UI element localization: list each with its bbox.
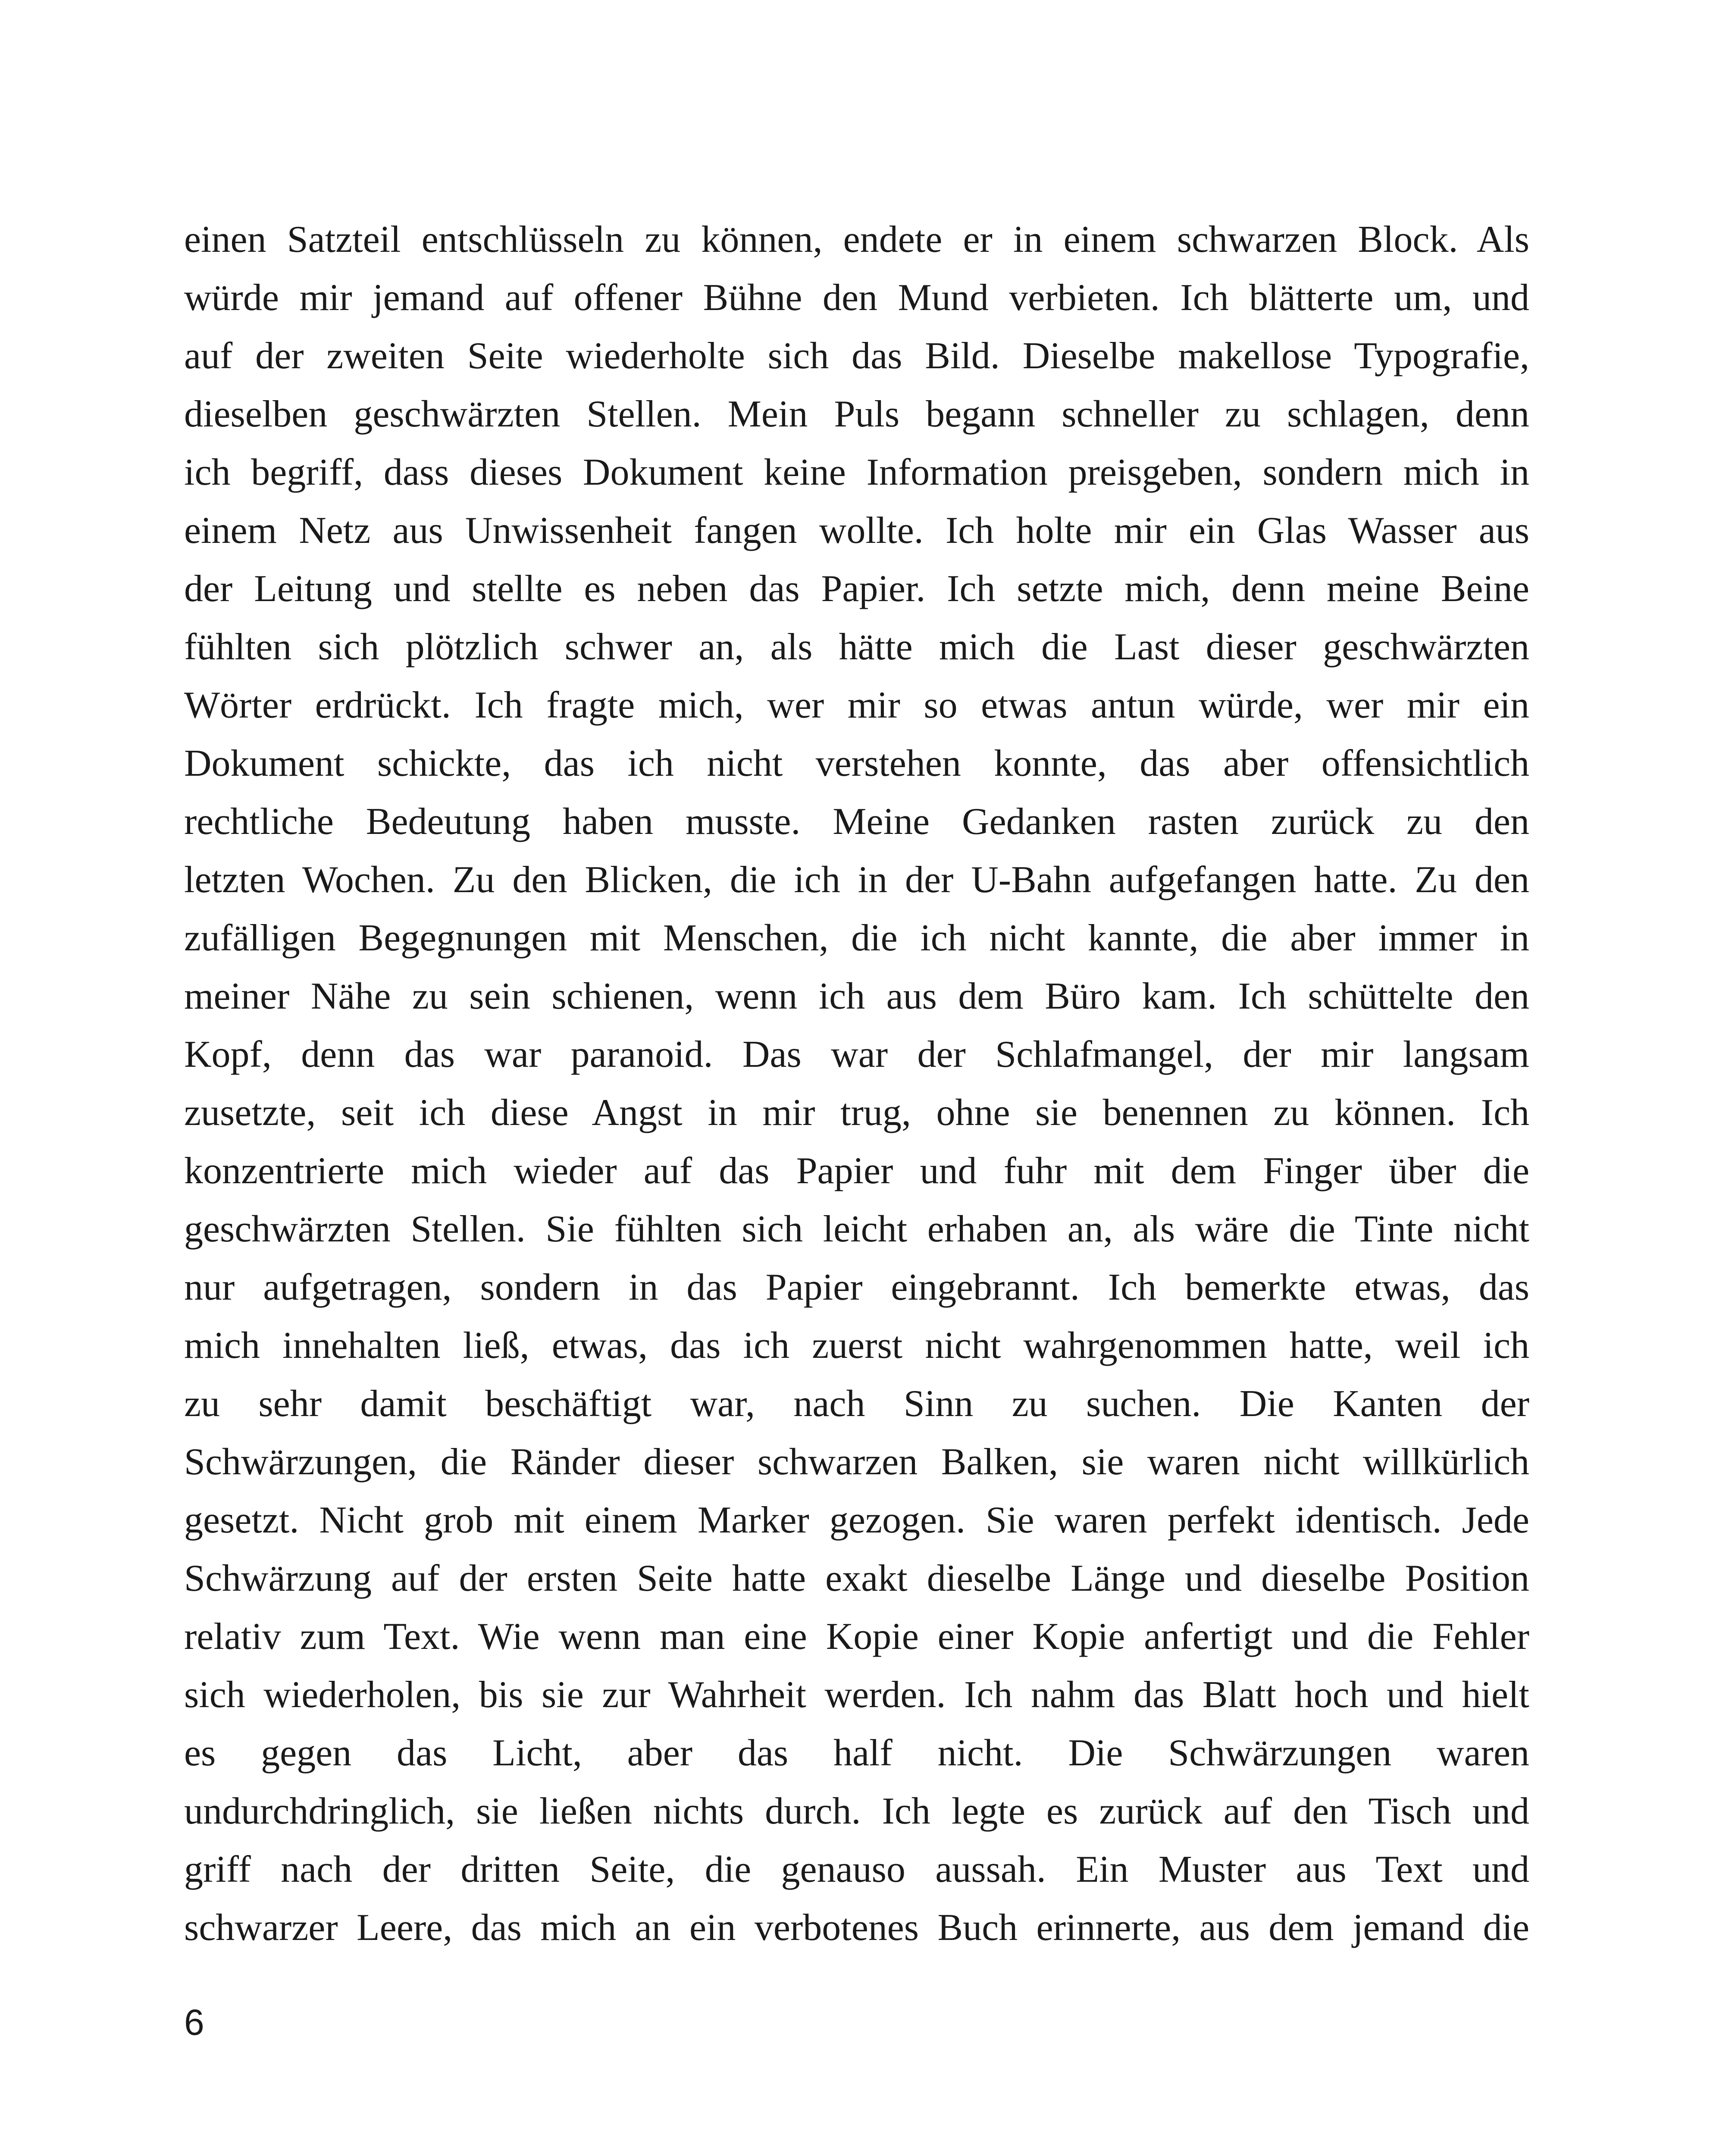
body-text bbox=[184, 210, 1529, 1957]
text-line: es gegen das Licht, aber das half nicht. Die Schwärzungen waren bbox=[184, 1732, 1529, 1774]
text-line: einen Satzteil entschlüsseln zu können, endete er in einem schwarzen Block. Als bbox=[184, 219, 1529, 260]
text-line: dieselben geschwärzten Stellen. Mein Puls begann schneller zu schlagen, denn bbox=[184, 393, 1529, 435]
text-line: Kopf, denn das war paranoid. Das war der Schlafmangel, der mir langsam bbox=[184, 1034, 1529, 1075]
text-line: Schwärzung auf der ersten Seite hatte exakt dieselbe Länge und dieselbe Position bbox=[184, 1557, 1529, 1599]
text-line: zufälligen Begegnungen mit Menschen, die ich nicht kannte, die aber immer in bbox=[184, 917, 1529, 959]
text-line: ich begriff, dass dieses Dokument keine Information preisgeben, sondern mich in bbox=[184, 451, 1529, 493]
text-line: griff nach der dritten Seite, die genauso aussah. Ein Muster aus Text und bbox=[184, 1849, 1529, 1890]
text-line: konzentrierte mich wieder auf das Papier und fuhr mit dem Finger über die bbox=[184, 1150, 1529, 1192]
text-line: nur aufgetragen, sondern in das Papier eingebrannt. Ich bemerkte etwas, das bbox=[184, 1266, 1529, 1308]
text-line: einem Netz aus Unwissenheit fangen wollte. Ich holte mir ein Glas Wasser aus bbox=[184, 510, 1529, 552]
text-line: relativ zum Text. Wie wenn man eine Kopie einer Kopie anfertigt und die Fehler bbox=[184, 1616, 1529, 1658]
text-line: Schwärzungen, die Ränder dieser schwarzen Balken, sie waren nicht willkürlich bbox=[184, 1441, 1529, 1483]
text-line: geschwärzten Stellen. Sie fühlten sich leicht erhaben an, als wäre die Tinte nicht bbox=[184, 1208, 1529, 1250]
text-line: schwarzer Leere, das mich an ein verbotenes Buch erinnerte, aus dem jemand die bbox=[184, 1907, 1529, 1949]
text-line: undurchdringlich, sie ließen nichts durch. Ich legte es zurück auf den Tisch und bbox=[184, 1790, 1529, 1832]
text-line: fühlten sich plötzlich schwer an, als hätte mich die Last dieser geschwärzten bbox=[184, 626, 1529, 668]
text-line: Wörter erdrückt. Ich fragte mich, wer mir so etwas antun würde, wer mir ein bbox=[184, 684, 1529, 726]
text-line: rechtliche Bedeutung haben musste. Meine Gedanken rasten zurück zu den bbox=[184, 801, 1529, 843]
text-line: meiner Nähe zu sein schienen, wenn ich aus dem Büro kam. Ich schüttelte den bbox=[184, 975, 1529, 1017]
text-line: zusetzte, seit ich diese Angst in mir trug, ohne sie benennen zu können. Ich bbox=[184, 1092, 1529, 1134]
text-line: würde mir jemand auf offener Bühne den Mund verbieten. Ich blätterte um, und bbox=[184, 277, 1529, 319]
text-line: zu sehr damit beschäftigt war, nach Sinn zu suchen. Die Kanten der bbox=[184, 1383, 1529, 1425]
text-line: auf der zweiten Seite wiederholte sich das Bild. Dieselbe makellose Typografie, bbox=[184, 335, 1529, 377]
text-line: sich wiederholen, bis sie zur Wahrheit werden. Ich nahm das Blatt hoch und hielt bbox=[184, 1674, 1529, 1716]
text-line: letzten Wochen. Zu den Blicken, die ich in der U-Bahn aufgefangen hatte. Zu den bbox=[184, 859, 1529, 901]
text-line: Dokument schickte, das ich nicht verstehen konnte, das aber offensichtlich bbox=[184, 743, 1529, 784]
text-line: der Leitung und stellte es neben das Papier. Ich setzte mich, denn meine Beine bbox=[184, 568, 1529, 610]
page-number: 6 bbox=[184, 2002, 204, 2043]
text-line: gesetzt. Nicht grob mit einem Marker gezogen. Sie waren perfekt identisch. Jede bbox=[184, 1499, 1529, 1541]
text-line: mich innehalten ließ, etwas, das ich zuerst nicht wahrgenommen hatte, weil ich bbox=[184, 1325, 1529, 1366]
